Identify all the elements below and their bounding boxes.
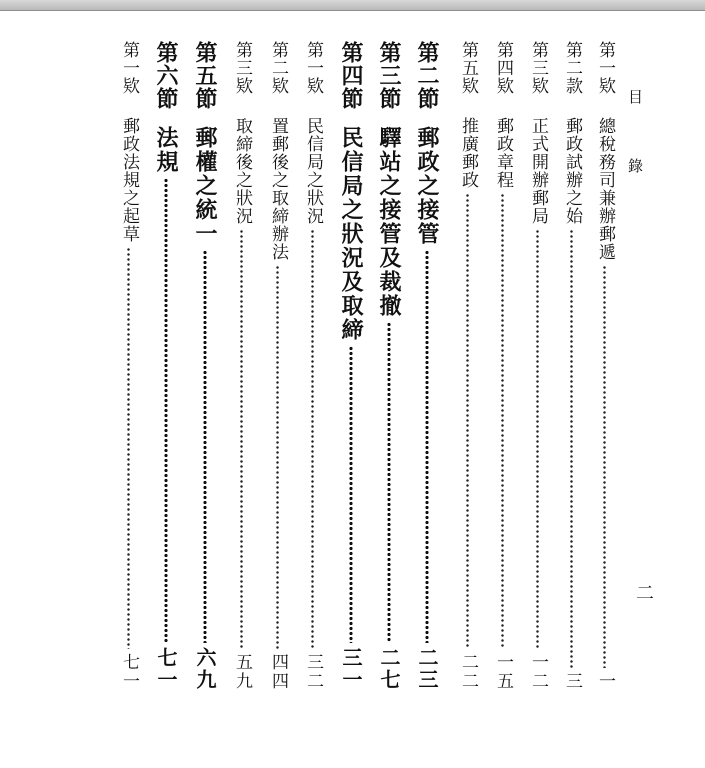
leader-dots [164, 178, 168, 643]
entry-page: 四四 [268, 653, 288, 691]
toc-entry [494, 41, 511, 691]
leader-dots [603, 265, 606, 668]
toc-section-entry [416, 41, 438, 691]
leader-dots [276, 265, 279, 649]
section-number: 第六節 [153, 41, 179, 110]
entry-title: 取締後之狀況 [232, 117, 252, 225]
entry-page: 二二 [458, 653, 478, 691]
section-title: 郵政之接管 [414, 126, 440, 246]
entry-title: 置郵後之取締辦法 [268, 117, 288, 261]
toc-section-entry [155, 41, 177, 691]
entry-title: 民信局之狀況 [303, 117, 323, 225]
section-number: 第五節 [192, 41, 218, 110]
toc-entry [596, 41, 613, 691]
entry-number: 第一欵 [303, 41, 323, 95]
entry-number: 第二款 [562, 41, 582, 95]
leader-dots [240, 229, 243, 649]
toc-entry [269, 41, 286, 691]
leader-dots [570, 229, 573, 668]
entry-page: 一二 [528, 653, 548, 691]
entry-number: 第一欵 [595, 41, 615, 95]
toc-entry [304, 41, 321, 691]
leader-dots [387, 322, 391, 643]
section-page: 七一 [154, 647, 178, 691]
toc-entry [529, 41, 546, 691]
entry-page: 五九 [232, 653, 252, 691]
entry-number: 第五欵 [458, 41, 478, 95]
leader-dots [501, 193, 504, 649]
entry-title: 正式開辦郵局 [528, 117, 548, 225]
toc-section-entry [340, 41, 362, 691]
contents-header: 目 錄 [626, 89, 644, 191]
entry-number: 第四欵 [493, 41, 513, 95]
section-page: 六九 [193, 647, 217, 691]
toc-entry [459, 41, 476, 691]
section-page: 二七 [377, 647, 401, 691]
document-page [0, 11, 705, 768]
section-page: 二三 [415, 647, 439, 691]
section-number: 第二節 [414, 41, 440, 110]
entry-number: 第三欵 [232, 41, 252, 95]
entry-number: 第一欵 [119, 41, 139, 95]
entry-number: 第三欵 [528, 41, 548, 95]
leader-dots [536, 229, 539, 649]
entry-page: 一五 [493, 653, 513, 691]
leader-dots [203, 250, 207, 643]
leader-dots [127, 247, 130, 649]
entry-title: 郵政試辦之始 [562, 117, 582, 225]
entry-page: 七一 [119, 653, 139, 691]
entry-page: 三 [562, 672, 582, 691]
section-number: 第四節 [338, 41, 364, 110]
leader-dots [349, 346, 353, 643]
entry-title: 郵政法規之起草 [119, 117, 139, 243]
toc-section-entry [194, 41, 216, 691]
folio-number: 二 [633, 583, 654, 601]
toc-entry [563, 41, 580, 691]
section-title: 驛站之接管及裁撤 [376, 126, 402, 318]
toc-entry [120, 41, 137, 691]
leader-dots [425, 250, 429, 643]
toc-section-entry [378, 41, 400, 691]
section-number: 第三節 [376, 41, 402, 110]
section-page: 三一 [339, 647, 363, 691]
entry-number: 第二欵 [268, 41, 288, 95]
entry-page: 三二 [303, 653, 323, 691]
section-title: 民信局之狀況及取締 [338, 126, 364, 342]
entry-page: 一 [595, 672, 615, 691]
viewer-top-bar [0, 0, 705, 11]
section-title: 郵權之統一 [192, 126, 218, 246]
entry-title: 推廣郵政 [458, 117, 478, 189]
toc-entry [233, 41, 250, 691]
entry-title: 總稅務司兼辦郵遞 [595, 117, 615, 261]
section-title: 法規 [153, 126, 179, 174]
entry-title: 郵政章程 [493, 117, 513, 189]
leader-dots [311, 229, 314, 649]
leader-dots [466, 193, 469, 649]
